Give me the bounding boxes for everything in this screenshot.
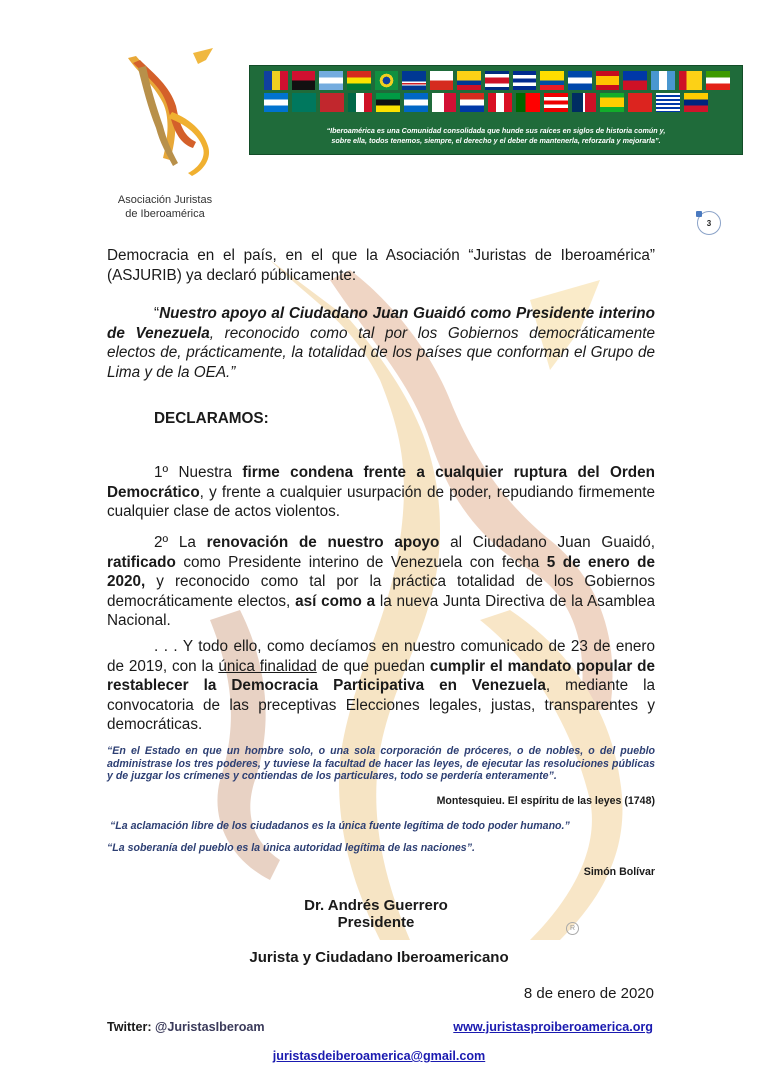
flag-venezuela-icon [684, 93, 708, 112]
flag-andorra-icon [264, 71, 288, 90]
flag-el-salvador-icon [568, 71, 592, 90]
declaramos-heading: DECLARAMOS: [154, 410, 269, 427]
email-link[interactable]: juristasdeiberoamerica@gmail.com [272, 1049, 486, 1063]
flags-row-1 [264, 71, 730, 90]
flag-puerto-rico-icon [544, 93, 568, 112]
declaration-1-num: 1º Nuestra [154, 464, 243, 481]
organization-name [100, 193, 230, 221]
closing-t3: , mediante la convocatoria de las preceptivas Elecciones legales, justas, transparentes y democráticas. [107, 677, 655, 733]
organization-name-line1: Asociación Juristas [117, 194, 213, 206]
flag-brazil-icon [375, 71, 399, 90]
twitter-handle[interactable]: @JuristasIberoam [151, 1020, 265, 1034]
page-marker-icon [696, 211, 702, 217]
website-link[interactable]: www.juristasproiberoamerica.org [453, 1020, 653, 1034]
flag-timor-leste-icon [628, 93, 652, 112]
closing-underline: única finalidad [218, 657, 317, 675]
closing-bold: cumplir el mandato popular de restablecer la Democracia Participativa en Venezuela [107, 657, 655, 694]
flag-chile-icon [430, 71, 454, 90]
declaration-1-rest: , y frente a cualquier usurpación de poder, repudiando firmemente cualquier clase de actos violentos. [107, 483, 655, 520]
closing-t1: . . . Y todo ello, como decíamos en nuestro comunicado de 23 de enero de 2019, con la [107, 638, 655, 675]
flag-argentina-icon [319, 71, 343, 90]
flags-grid [264, 71, 730, 115]
closing-paragraph [107, 637, 655, 735]
banner-quote-line2: sobre ella, todos tenemos, siempre, el derecho y el deber de mantenerla, reforzarla y mejorarla”. [331, 136, 661, 145]
flag-paraguay-icon [460, 93, 484, 112]
quote-bold: Nuestro apoyo al Ciudadano Juan Guaidó como Presidente interino de Venezuela [107, 305, 655, 342]
declaration-2-b2: ratificado [107, 553, 176, 571]
montesquieu-quote: “En el Estado en que un hombre solo, o una sola corporación de próceres, o de nobles, o del pueblo administrase los tres poderes, y tuviese la facultad de hacer las leyes, de ejecutar las resoluciones públicas y de juzgar los crímenes y contiendas de los particulares, todo se perdería enteramente”. [107, 745, 655, 782]
flag-morocco-icon [320, 93, 344, 112]
flag-portugal-icon [516, 93, 540, 112]
flag-cape-verde-icon [402, 71, 426, 90]
flag-philippines-icon [623, 71, 647, 90]
flags-banner [249, 65, 743, 155]
flags-row-2 [264, 93, 730, 112]
flag-guinea-bissau-icon [679, 71, 703, 90]
quote-rest: , reconocido como tal por los Gobiernos democráticamente electos de, prácticamente, la totalidad de los países que conforman el Grupo de Lima y de la OEA.” [107, 324, 655, 381]
declaration-2-t4: la nueva Junta Directiva de la Asamblea Nacional. [107, 592, 655, 629]
bolivar-attribution: Simón Bolívar [583, 866, 655, 878]
quoted-statement [107, 304, 655, 382]
flag-colombia-icon [457, 71, 481, 90]
closing-t2: de que puedan [316, 657, 430, 675]
registered-mark-icon: R [566, 922, 579, 935]
flag-bolivia-icon [347, 71, 371, 90]
declaration-2-t3: y reconocido como tal por la práctica totalidad de los Gobiernos democráticamente electos, [107, 573, 655, 610]
bolivar-quote-2: “La soberanía del pueblo es la única autoridad legítima de las naciones”. [107, 842, 475, 854]
flag-nicaragua-icon [404, 93, 428, 112]
declaration-1 [107, 463, 655, 522]
flag-sao-tome-icon [600, 93, 624, 112]
organization-logo [108, 48, 228, 178]
declaration-2-b1: renovación de nuestro apoyo [206, 534, 440, 551]
quote-open: “ [154, 305, 160, 322]
flag-honduras-icon [264, 93, 288, 112]
flag-dominican-republic-icon [572, 93, 596, 112]
declaration-2 [107, 533, 655, 631]
flag-peru-icon [488, 93, 512, 112]
flag-cuba-icon [513, 71, 537, 90]
bolivar-quote-1: “La aclamación libre de los ciudadanos es la única fuente legítima de todo poder humano.” [110, 820, 570, 832]
twitter-label: Twitter: [107, 1020, 152, 1034]
signer-name: Dr. Andrés Guerrero [304, 897, 448, 914]
declaration-2-num: 2º La [154, 534, 207, 551]
declaration-2-t1: al Ciudadano Juan Guaidó, [439, 534, 656, 551]
flag-mozambique-icon [376, 93, 400, 112]
signer-subtitle: Jurista y Ciudadano Iberoamericano [249, 949, 509, 966]
signer-title: Presidente [337, 914, 415, 931]
declaration-2-b3: 5 de enero de 2020, [107, 553, 655, 590]
flag-costa-rica-icon [485, 71, 509, 90]
flag-spain-icon [596, 71, 620, 90]
declaration-2-t2: como Presidente interino de Venezuela con fecha [175, 553, 547, 571]
flag-uruguay-icon [656, 93, 680, 112]
flag-ecuador-icon [540, 71, 564, 90]
flag-macau-icon [292, 93, 316, 112]
flag-equatorial-guinea-icon [706, 71, 730, 90]
declaration-2-b4: así como a [295, 592, 376, 610]
montesquieu-attribution: Montesquieu. El espíritu de las leyes (1748) [436, 795, 655, 807]
intro-paragraph: Democracia en el país, en el que la Asociación “Juristas de Iberoamérica” (ASJURIB) ya declaró públicamente: [107, 247, 655, 284]
flag-angola-icon [292, 71, 316, 90]
declaration-1-bold: firme condena frente a cualquier ruptura del Orden Democrático [107, 464, 655, 501]
page-number: 3 [706, 218, 712, 228]
banner-quote [250, 126, 742, 146]
flag-mexico-icon [348, 93, 372, 112]
flag-panama-icon [432, 93, 456, 112]
twitter-info [107, 1020, 265, 1034]
flag-guatemala-icon [651, 71, 675, 90]
document-date: 8 de enero de 2020 [523, 985, 654, 1002]
page-number-badge [697, 211, 721, 235]
banner-quote-line1: “Iberoamérica es una Comunidad consolidada que hunde sus raíces en siglos de historia común y, [326, 126, 666, 135]
organization-name-line2: de Iberoamérica [125, 208, 205, 220]
